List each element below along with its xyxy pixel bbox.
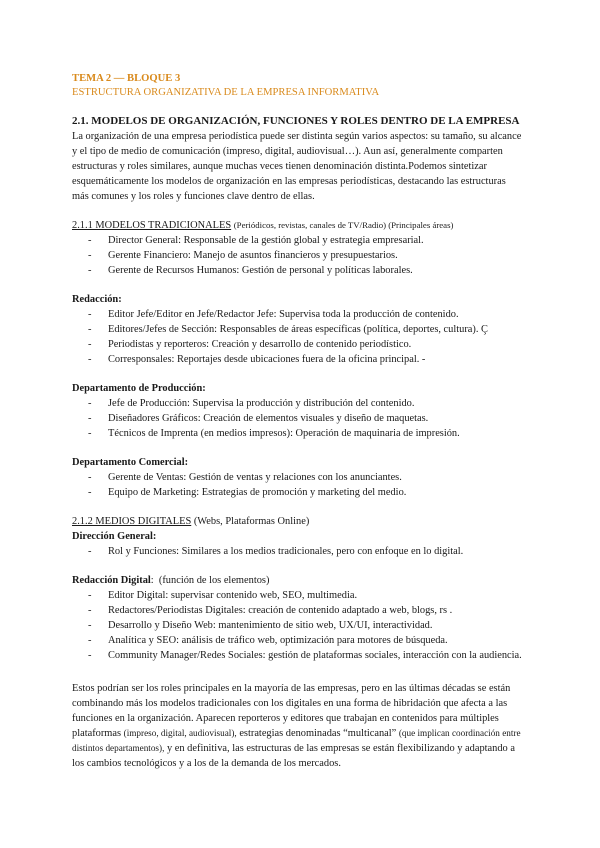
traditional-direccion-list xyxy=(72,233,522,278)
list-item: - Gerente Financiero: Manejo de asuntos financieros y presupuestarios. xyxy=(88,250,398,261)
list-item: - Editor Jefe/Editor en Jefe/Redactor Jefe: Supervisa toda la producción de contenido. xyxy=(88,309,459,320)
digital-heading xyxy=(72,514,522,529)
digital-redaccion-list xyxy=(72,588,522,663)
list-item: - Gerente de Recursos Humanos: Gestión de personal y políticas laborales. xyxy=(88,265,413,276)
section-title: 2.1. MODELOS DE ORGANIZACIÓN, FUNCIONES Y ROLES DENTRO DE LA EMPRESA xyxy=(72,115,520,127)
list-item: - Gerente de Ventas: Gestión de ventas y relaciones con los anunciantes. xyxy=(88,472,402,483)
list-item: - Desarrollo y Diseño Web: mantenimiento de sitio web, UX/UI, interactividad. xyxy=(88,620,433,631)
list-item: - Rol y Funciones: Similares a los medios tradicionales, pero con enfoque en lo digital. xyxy=(88,546,464,557)
list-item: - Corresponsales: Reportajes desde ubicaciones fuera de la oficina principal. - xyxy=(88,354,426,365)
digital-direccion-heading: Dirección General: xyxy=(72,531,157,542)
closing-paragraph: Estos podrían ser los roles principales en la mayoría de las empresas, pero en las últimas décadas se están combinando más los modelos tradicionales con los digitales en una forma de hibridación que afecta a las funciones en la organización. Aparecen reporteros y editores que trabajan en contenidos para múltiples plataformas (impreso, digital, audiovisual), estrategias denominadas “multicanal” (que implican coordinación entre distintos departamentos), y en definitiva, las estructuras de las empresas se están flexibilizando y adaptando a los cambios tecnológicos y a los de la demanda de los mercados. xyxy=(72,683,521,769)
comercial-list xyxy=(72,470,522,500)
traditional-heading-title: 2.1.1 MODELOS TRADICIONALES xyxy=(72,220,232,231)
list-item: - Periodistas y reporteros: Creación y desarrollo de contenido periodístico. xyxy=(88,339,412,350)
redaccion-heading: Redacción: xyxy=(72,294,122,305)
list-item: - Jefe de Producción: Supervisa la producción y distribución del contenido. xyxy=(88,398,415,409)
list-item: - Técnicos de Imprenta (en medios impresos): Operación de maquinaria de impresión. xyxy=(88,428,460,439)
comercial-heading: Departamento Comercial: xyxy=(72,457,189,468)
list-item: - Editores/Jefes de Sección: Responsables de áreas específicas (política, deportes, cultura). Ç xyxy=(88,324,488,335)
list-item: - Diseñadores Gráficos: Creación de elementos visuales y diseño de maquetas. xyxy=(88,413,429,424)
list-item: - Director General: Responsable de la gestión global y estrategia empresarial. xyxy=(88,235,424,246)
digital-heading-title: 2.1.2 MEDIOS DIGITALES xyxy=(72,516,192,527)
produccion-list xyxy=(72,396,522,441)
document-subtitle: ESTRUCTURA ORGANIZATIVA DE LA EMPRESA INFORMATIVA xyxy=(72,87,380,98)
digital-heading-note: (Webs, Plataformas Online) xyxy=(193,516,310,527)
digital-direccion-list xyxy=(72,544,522,559)
redaccion-list xyxy=(72,307,522,367)
digital-redaccion-heading: Redacción Digital: (función de los elementos) xyxy=(72,575,270,586)
list-item: - Equipo de Marketing: Estrategias de promoción y marketing del medio. xyxy=(88,487,407,498)
produccion-heading: Departamento de Producción: xyxy=(72,383,206,394)
traditional-heading-note: (Periódicos, revistas, canales de TV/Radio) (Principales áreas) xyxy=(233,220,454,230)
intro-paragraph: La organización de una empresa periodística puede ser distinta según varios aspectos: su tamaño, su alcance y el tipo de medio de comunicación (impreso, digital, audiovisual…). Aun así, generalmente comparten estructuras y roles similares, aunque muchas veces tienen denominación distinta.Podemos sintetizar esquemáticamente los modelos de organización en las empresas periodísticas, destacando las estructuras más comunes y los roles y funciones clave dentro de ellas. xyxy=(72,131,522,202)
list-item: - Community Manager/Redes Sociales: gestión de plataformas sociales, interacción con la audiencia. xyxy=(88,650,522,661)
traditional-heading xyxy=(72,218,522,233)
list-item: - Editor Digital: supervisar contenido web, SEO, multimedia. xyxy=(88,590,358,601)
list-item: - Analítica y SEO: análisis de tráfico web, optimización para motores de búsqueda. xyxy=(88,635,448,646)
document-body xyxy=(72,72,522,771)
tema-heading: TEMA 2 — BLOQUE 3 xyxy=(72,73,181,84)
list-item: - Redactores/Periodistas Digitales: creación de contenido adaptado a web, blogs, rs . xyxy=(88,605,453,616)
